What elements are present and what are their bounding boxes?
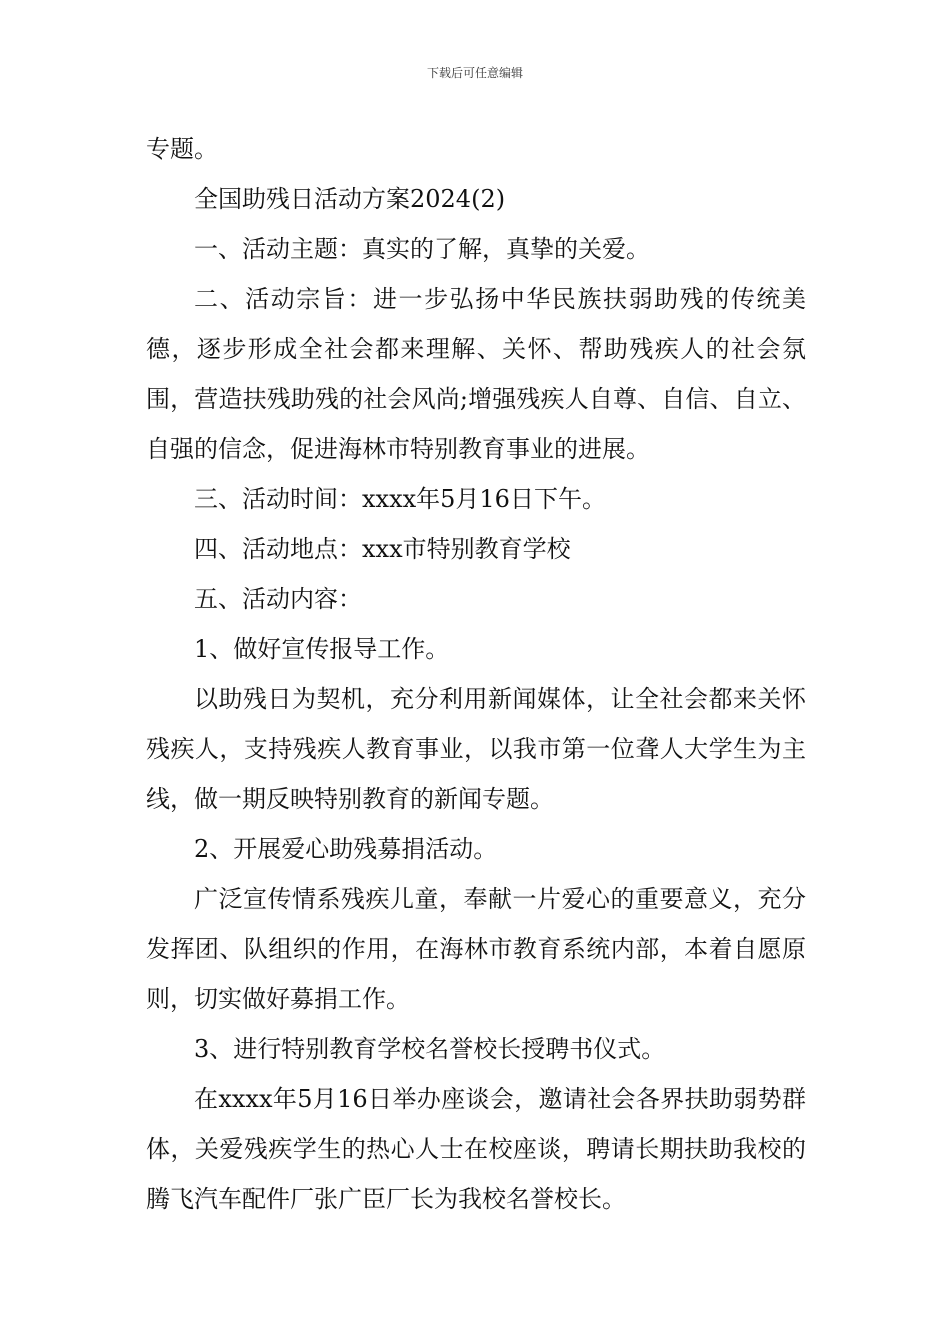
paragraph-item-1-title: 1、做好宣传报导工作。: [194, 635, 450, 663]
section-title: 全国助残日活动方案2024(2): [194, 185, 506, 213]
paragraph-item-2-body: 广泛宣传情系残疾儿童，奉献一片爱心的重要意义，充分发挥团、队组织的作用，在海林市教育系统内部，本着自愿原则，切实做好募捐工作。: [146, 885, 806, 1013]
paragraph-item-2-title: 2、开展爱心助残募捐活动。: [194, 835, 498, 863]
paragraph-location: 四、活动地点：xxx市特别教育学校: [194, 535, 571, 563]
paragraph-item-3-body: 在xxxx年5月16日举办座谈会，邀请社会各界扶助弱势群体，关爱残疾学生的热心人士在校座谈，聘请长期扶助我校的腾飞汽车配件厂张广臣厂长为我校名誉校长。: [146, 1085, 806, 1213]
page-header-note: 下载后可任意编辑: [426, 66, 523, 80]
document-body: [146, 124, 806, 1224]
paragraph-continuation: 专题。: [146, 135, 218, 163]
paragraph-item-3-title: 3、进行特别教育学校名誉校长授聘书仪式。: [194, 1035, 666, 1063]
paragraph-content-heading: 五、活动内容：: [194, 585, 362, 613]
paragraph-time: 三、活动时间：xxxx年5月16日下午。: [194, 485, 606, 513]
paragraph-purpose: 二、活动宗旨：进一步弘扬中华民族扶弱助残的传统美德，逐步形成全社会都来理解、关怀、帮助残疾人的社会氛围，营造扶残助残的社会风尚;增强残疾人自尊、自信、自立、自强的信念，促进海林市特别教育事业的进展。: [146, 285, 806, 463]
paragraph-item-1-body: 以助残日为契机，充分利用新闻媒体，让全社会都来关怀残疾人，支持残疾人教育事业，以我市第一位聋人大学生为主线，做一期反映特别教育的新闻专题。: [146, 685, 806, 813]
paragraph-theme: 一、活动主题：真实的了解，真挚的关爱。: [194, 235, 650, 263]
